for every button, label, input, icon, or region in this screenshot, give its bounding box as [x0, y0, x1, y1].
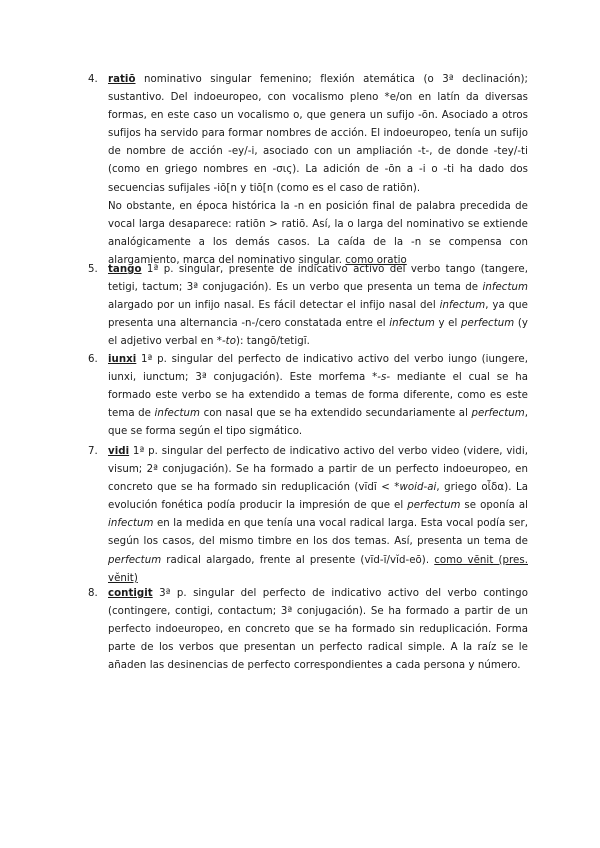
- entry-text: se oponía al: [460, 500, 528, 512]
- entry-text: , ya que presenta una alternancia -n-/cero constatada entre el: [108, 300, 528, 330]
- entry-body: [108, 443, 528, 588]
- entry-number: 8.: [88, 588, 98, 599]
- entry-body: [108, 351, 528, 441]
- entry-7: [88, 443, 528, 588]
- entry-4: [88, 71, 528, 270]
- italic-term: infectum: [389, 318, 435, 330]
- entry-text: No obstante, en época histórica la -n en posición final de palabra precedida de vocal larga desaparece: ratiōn > ratiō. Así, la o larga del nominativo se extiende analógicamente a los demás casos. La caída de la -n se compensa con alargamiento, marca del nominativo singular.: [108, 200, 528, 266]
- entry-number: 6.: [88, 354, 98, 365]
- italic-term: perfectum: [407, 500, 461, 512]
- entry-headword: vidi: [108, 446, 130, 457]
- entry-headword: ratiō: [108, 74, 136, 85]
- italic-term: infectum: [154, 408, 201, 420]
- entry-body: [108, 261, 528, 351]
- italic-term: *-s-: [372, 372, 391, 384]
- entry-text: (y el adjetivo verbal en: [108, 318, 528, 348]
- entry-text: ): tangō/tetigī.: [236, 336, 310, 348]
- entry-text: alargado por un infijo nasal. Es fácil detectar el infijo nasal del: [108, 300, 440, 312]
- entry-number: 4.: [88, 74, 98, 85]
- entry-text: mediante el cual se ha formado este verbo se ha extendido a temas de forma diferente, como es este tema de: [108, 372, 529, 420]
- italic-term: infectum: [108, 518, 154, 530]
- entry-body: [108, 585, 528, 675]
- entry-headword: iunxi: [108, 354, 137, 365]
- entry-number: 7.: [88, 446, 98, 457]
- entry-text: 1ª p. singular del perfecto de indicativo activo del verbo video (videre, vidi, visum; 2ª conjugación). Se ha formado a partir de un perfecto indoeuropeo, en concreto que se ha formado sin reduplicación (vīdī <: [108, 446, 528, 494]
- italic-term: infectum: [482, 282, 528, 294]
- entry-headword: contigit: [108, 588, 153, 599]
- note-link[interactable]: como oratio: [345, 254, 407, 266]
- italic-term: *-to: [216, 336, 236, 348]
- entry-text: y el: [434, 318, 462, 330]
- entry-text: ). La evolución fonética podía producir la impresión de que el: [108, 482, 528, 512]
- entry-8: [88, 585, 528, 675]
- entry-text: radical alargado, frente al presente (vīd-ī/vĭd-eō).: [161, 554, 435, 566]
- note-link[interactable]: como vēnit (pres. vĕnit): [108, 554, 528, 584]
- entry-text: en la medida en que tenía una vocal radical larga. Esta vocal podía ser, según los casos, del mismo timbre en los dos temas. Así, presenta un tema de: [108, 518, 528, 548]
- entry-text: con nasal que se ha extendido secundariamente al: [200, 408, 472, 420]
- italic-term: infectum: [439, 300, 486, 312]
- entry-headword: tango: [108, 264, 142, 275]
- entry-text: ). La adición de -ōn a -i o -ti ha dado dos secuencias sufijales -iō[n y tiō[n (como es el caso de ratiōn).: [108, 164, 528, 194]
- entry-text: 1ª p. singular, presente de indicativo activo del verbo tango (tangere, tetigi, tactum; 3ª conjugación). Es un verbo que presenta un tema de: [108, 264, 528, 294]
- italic-term: perfectum: [108, 554, 162, 566]
- entry-5: [88, 261, 528, 351]
- entry-text: 3ª p. singular del perfecto de indicativo activo del verbo contingo (contingere, contigi, contactum; 3ª conjugación). Se ha formado a partir de un perfecto indoeuropeo, en concreto que se ha formado sin reduplicación. Forma parte de los verbos que presentan un perfecto radical simple. A la raíz se le añaden las desinencias de perfecto correspondientes a cada persona y número.: [108, 588, 528, 672]
- greek-text: σις: [276, 164, 293, 176]
- entry-6: [88, 351, 528, 441]
- entry-body: [108, 71, 528, 270]
- entry-text: , que se forma según el tipo sigmático.: [108, 408, 529, 438]
- italic-term: *woid-ai: [394, 482, 437, 494]
- entry-number: 5.: [88, 264, 98, 275]
- italic-term: perfectum: [471, 408, 525, 420]
- greek-text: οἶδα: [481, 482, 505, 494]
- entry-text: 1ª p. singular del perfecto de indicativo activo del verbo iungo (iungere, iunxi, iunctum; 3ª conjugación). Este morfema: [108, 354, 528, 384]
- entry-text: , griego: [436, 482, 482, 494]
- italic-term: perfectum: [461, 318, 515, 330]
- entry-text: nominativo singular femenino; flexión atemática (o 3ª declinación); sustantivo. Del indoeuropeo, con vocalismo pleno *e/on en latín da diversas formas, en este caso un vocalismo o, que genera un sufijo -ōn. Asociado a otros sufijos ha servido para formar nombres de acción. El indoeuropeo, tenía un sufijo de nombre de acción -ey/-i, asociado con un ampliación -t-, de donde -tey/-ti (como en griego nombres en -: [108, 74, 528, 176]
